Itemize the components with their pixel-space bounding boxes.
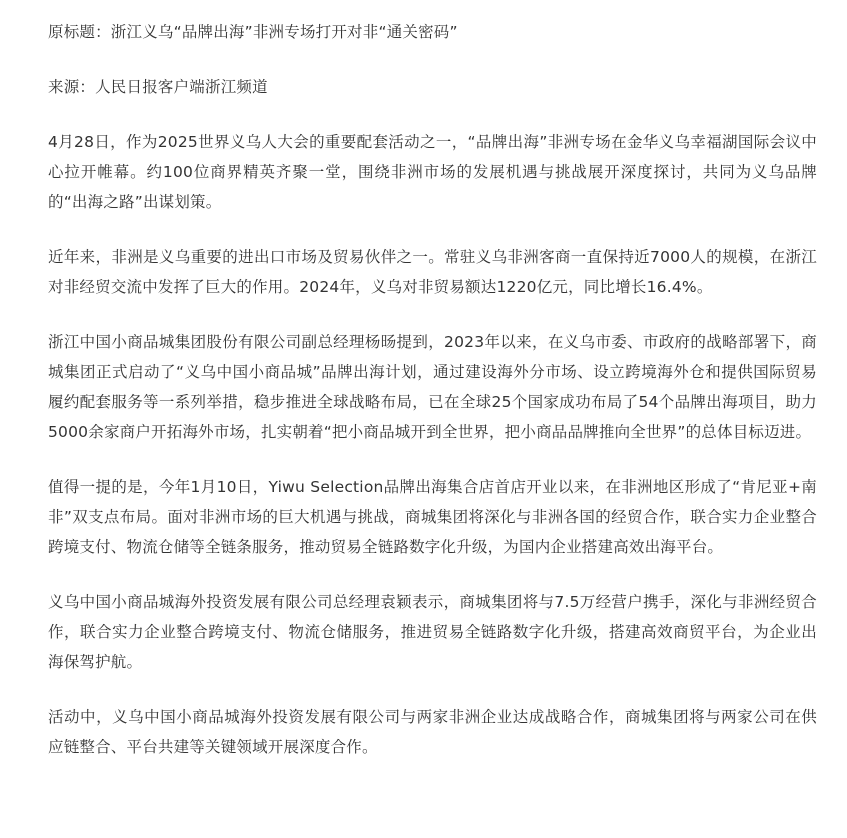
paragraph-4: 值得一提的是，今年1月10日，Yiwu Selection品牌出海集合店首店开业以来，在非洲地区形成了“肯尼亚+南非”双支点布局。面对非洲市场的巨大机遇与挑战，商城集团将深化与非洲各国的经贸合作，联合实力企业整合跨境支付、物流仓储等全链条服务，推动贸易全链路数字化升级，为国内企业搭建高效出海平台。	[48, 478, 817, 556]
source-line: 来源：人民日报客户端浙江频道	[48, 78, 268, 96]
paragraph-2: 近年来，非洲是义乌重要的进出口市场及贸易伙伴之一。常驻义乌非洲客商一直保持近7000人的规模，在浙江对非经贸交流中发挥了巨大的作用。2024年，义乌对非贸易额达1220亿元，同比增长16.4%。	[48, 248, 817, 296]
paragraph-1: 4月28日，作为2025世界义乌人大会的重要配套活动之一，“品牌出海”非洲专场在金华义乌幸福湖国际会议中心拉开帷幕。约100位商界精英齐聚一堂，围绕非洲市场的发展机遇与挑战展开深度探讨，共同为义乌品牌的“出海之路”出谋划策。	[48, 133, 817, 211]
paragraph-6: 活动中，义乌中国小商品城海外投资发展有限公司与两家非洲企业达成战略合作，商城集团将与两家公司在供应链整合、平台共建等关键领域开展深度合作。	[48, 708, 817, 756]
original-title: 原标题：浙江义乌“品牌出海”非洲专场打开对非“通关密码”	[48, 23, 458, 41]
paragraph-5: 义乌中国小商品城海外投资发展有限公司总经理袁颖表示，商城集团将与7.5万经营户携手，深化与非洲经贸合作，联合实力企业整合跨境支付、物流仓储服务，推进贸易全链路数字化升级，搭建高效商贸平台，为企业出海保驾护航。	[48, 593, 817, 671]
paragraph-3: 浙江中国小商品城集团股份有限公司副总经理杨旸提到，2023年以来，在义乌市委、市政府的战略部署下，商城集团正式启动了“义乌中国小商品城”品牌出海计划，通过建设海外分市场、设立跨境海外仓和提供国际贸易履约配套服务等一系列举措，稳步推进全球战略布局，已在全球25个国家成功布局了54个品牌出海项目，助力5000余家商户开拓海外市场，扎实朝着“把小商品城开到全世界，把小商品品牌推向全世界”的总体目标迈进。	[48, 333, 817, 441]
